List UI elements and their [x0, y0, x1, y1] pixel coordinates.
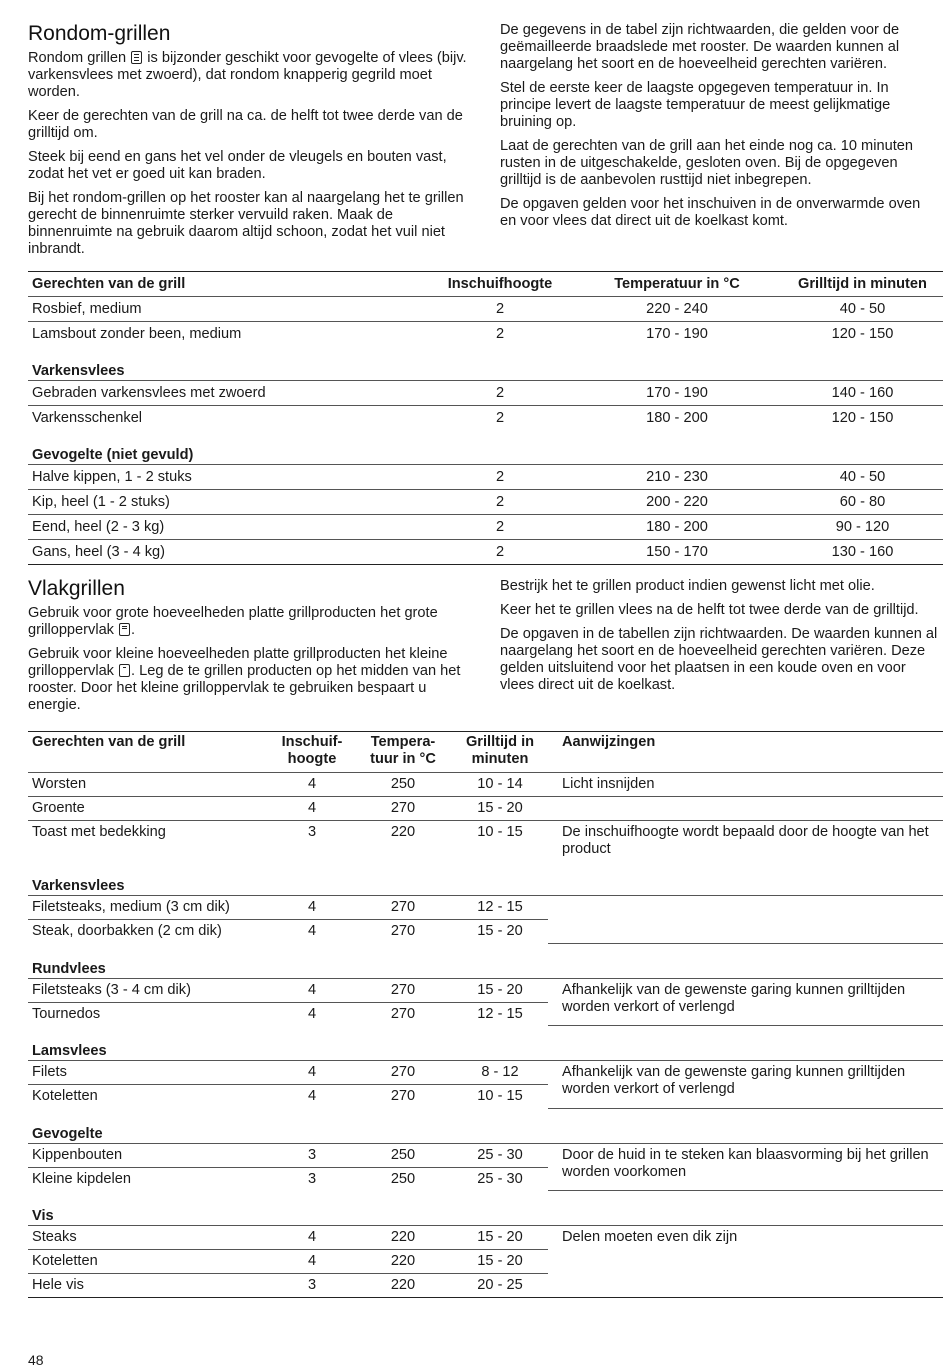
table-row [28, 978, 943, 1002]
column-header: Grilltijd in minuten [452, 732, 548, 773]
table-cell: 2 [428, 465, 572, 490]
column-header: Grilltijd in minuten [782, 272, 943, 297]
table-cell: 4 [270, 1250, 354, 1274]
section-vlakgrillen-left-text [28, 605, 468, 714]
table-cell: 40 - 50 [782, 297, 943, 322]
table-row [28, 773, 943, 797]
table-cell: 40 - 50 [782, 465, 943, 490]
paragraph [28, 605, 468, 639]
note-cell [548, 896, 943, 944]
table-cell: Filetsteaks, medium (3 cm dik) [28, 896, 270, 920]
category-row [28, 943, 943, 978]
paragraph-text: . Leg de te grillen producten op het midden van het rooster. Door het kleine grilloppervlak te gebruiken bespaart u energie. [28, 663, 461, 713]
table-cell: Koteletten [28, 1085, 270, 1109]
table-cell: Steaks [28, 1226, 270, 1250]
table-row [28, 465, 943, 490]
table-cell: Rosbief, medium [28, 297, 428, 322]
table-cell: Filetsteaks (3 - 4 cm dik) [28, 978, 270, 1002]
table-row [28, 297, 943, 322]
table-cell: 2 [428, 515, 572, 540]
table-cell: 20 - 25 [452, 1274, 548, 1298]
table-cell: 210 - 230 [572, 465, 782, 490]
page-number: 48 [28, 1352, 44, 1368]
column-header: Gerechten van de grill [28, 272, 428, 297]
table-cell: Steak, doorbakken (2 cm dik) [28, 920, 270, 944]
note-cell [548, 797, 943, 821]
table-cell: 12 - 15 [452, 896, 548, 920]
table-cell: Tournedos [28, 1002, 270, 1026]
table-cell: 270 [354, 1061, 452, 1085]
note-cell: Afhankelijk van de gewenste garing kunnen grilltijden worden verkort of verlengd [548, 978, 943, 1026]
table-cell: 140 - 160 [782, 381, 943, 406]
paragraph-text: . [131, 622, 136, 638]
table-cell: 4 [270, 773, 354, 797]
paragraph: Laat de gerechten van de grill aan het einde nog ca. 10 minuten rusten in de uitgeschakelde, gesloten oven. Bij de opgegeven grilltijd is de aanbevolen rusttijd niet inbegrepen. [500, 138, 913, 188]
category-row [28, 1026, 943, 1061]
table-cell: Kippenbouten [28, 1143, 270, 1167]
table-cell: 220 [354, 1274, 452, 1298]
column-header: Inschuif- hoogte [270, 732, 354, 773]
table-cell: 4 [270, 1226, 354, 1250]
table-row [28, 490, 943, 515]
table-cell: Kleine kipdelen [28, 1167, 270, 1191]
table-cell: 150 - 170 [572, 540, 782, 565]
paragraph: De opgaven gelden voor het inschuiven in de onverwarmde oven en voor vlees dat direct uit de koelkast komt. [500, 196, 921, 229]
paragraph [28, 646, 468, 714]
table-cell: Groente [28, 797, 270, 821]
table-cell: 220 [354, 821, 452, 862]
paragraph-text: Gebruik voor grote hoeveelheden platte grillproducten het grote grilloppervlak [28, 605, 438, 638]
table-cell: 270 [354, 896, 452, 920]
table-cell: 250 [354, 1167, 452, 1191]
table-cell: 4 [270, 797, 354, 821]
category-label: Gevogelte (niet gevuld) [32, 447, 194, 463]
table-header-row [28, 272, 943, 297]
table-row [28, 1061, 943, 1085]
table-cell: 2 [428, 322, 572, 347]
table-cell: 10 - 14 [452, 773, 548, 797]
table-cell: 3 [270, 821, 354, 862]
table-cell: 3 [270, 1274, 354, 1298]
category-label: Varkensvlees [32, 878, 125, 894]
table-cell: Kip, heel (1 - 2 stuks) [28, 490, 428, 515]
category-label: Gevogelte [32, 1125, 103, 1142]
table-cell: 90 - 120 [782, 515, 943, 540]
small-grill-icon [119, 664, 130, 677]
table-cell: Gebraden varkensvlees met zwoerd [28, 381, 428, 406]
category-row [28, 1191, 943, 1226]
table-cell: 15 - 20 [452, 920, 548, 944]
table-cell: 170 - 190 [572, 322, 782, 347]
table-cell: Eend, heel (2 - 3 kg) [28, 515, 428, 540]
table-row [28, 1143, 943, 1167]
table-cell: 2 [428, 540, 572, 565]
category-label: Varkensvlees [32, 363, 125, 379]
table-cell: 15 - 20 [452, 1250, 548, 1274]
table-row [28, 406, 943, 431]
table-cell: Hele vis [28, 1274, 270, 1298]
table-cell: 4 [270, 978, 354, 1002]
table-cell: 180 - 200 [572, 515, 782, 540]
paragraph [28, 50, 468, 101]
column-header: Aanwijzingen [548, 732, 943, 773]
category-row [28, 1108, 943, 1143]
table-cell: 270 [354, 920, 452, 944]
note-cell: Licht insnijden [548, 773, 943, 797]
section-rondom-right-text [500, 22, 940, 237]
table-cell: 10 - 15 [452, 1085, 548, 1109]
table-cell: 270 [354, 1002, 452, 1026]
table-cell: 2 [428, 381, 572, 406]
table-cell: 60 - 80 [782, 490, 943, 515]
table-cell: 15 - 20 [452, 978, 548, 1002]
table-cell: 3 [270, 1143, 354, 1167]
table-cell: 130 - 160 [782, 540, 943, 565]
table-cell: 3 [270, 1167, 354, 1191]
paragraph-text: Rondom grillen [28, 50, 131, 66]
table-cell: 4 [270, 920, 354, 944]
table-vlakgrillen [28, 731, 943, 1298]
column-header: Temperatuur in °C [572, 272, 782, 297]
section-rondom [28, 22, 468, 265]
table-cell: 220 - 240 [572, 297, 782, 322]
table-cell: 2 [428, 297, 572, 322]
table-cell: 220 [354, 1226, 452, 1250]
note-cell: Door de huid in te steken kan blaasvorming bij het grillen worden voorkomen [548, 1143, 943, 1191]
table-cell: 250 [354, 773, 452, 797]
table-cell: 2 [428, 490, 572, 515]
paragraph: De opgaven in de tabellen zijn richtwaarden. De waarden kunnen al naargelang het soort en de hoeveelheid gerechten variëren. Deze gelden uitsluitend voor het plaatsen in een koude oven en voor vlees direct uit de koelkast. [500, 626, 938, 693]
section-vlakgrillen [28, 577, 468, 721]
table-cell: 120 - 150 [782, 406, 943, 431]
category-label: Rundvlees [32, 960, 106, 977]
note-cell: Delen moeten even dik zijn [548, 1226, 943, 1298]
table-cell: Gans, heel (3 - 4 kg) [28, 540, 428, 565]
table-cell: Koteletten [28, 1250, 270, 1274]
table-cell: 170 - 190 [572, 381, 782, 406]
table-cell: Varkensschenkel [28, 406, 428, 431]
column-header: Inschuifhoogte [428, 272, 572, 297]
table-cell: Filets [28, 1061, 270, 1085]
large-grill-icon [119, 623, 130, 636]
section-title-rondom: Rondom-grillen [28, 22, 171, 45]
table-cell: 2 [428, 406, 572, 431]
table-rondom-grillen [28, 271, 943, 565]
table-row [28, 381, 943, 406]
paragraph: Keer het te grillen vlees na de helft tot twee derde van de grilltijd. [500, 602, 919, 618]
table-cell: 10 - 15 [452, 821, 548, 862]
paragraph: Bestrijk het te grillen product indien gewenst licht met olie. [500, 578, 875, 594]
table-cell: 180 - 200 [572, 406, 782, 431]
column-header: Tempera- tuur in °C [354, 732, 452, 773]
note-cell: De inschuifhoogte wordt bepaald door de hoogte van het product [548, 821, 943, 862]
table-cell: Worsten [28, 773, 270, 797]
category-label: Lamsvlees [32, 1043, 107, 1059]
table-cell: Lamsbout zonder been, medium [28, 322, 428, 347]
table-cell: 4 [270, 1061, 354, 1085]
table-row [28, 540, 943, 565]
table-cell: 8 - 12 [452, 1061, 548, 1085]
column-header: Gerechten van de grill [28, 732, 270, 773]
table-cell: 200 - 220 [572, 490, 782, 515]
paragraph: Bij het rondom-grillen op het rooster kan al naargelang het te grillen gerecht de binnenruimte sterker vervuild raken. Maak de binnenruimte na gebruik daarom altijd schoon, zodat het vuil niet inbrandt. [28, 190, 464, 257]
section-title-vlakgrillen: Vlakgrillen [28, 577, 125, 600]
paragraph: Keer de gerechten van de grill na ca. de helft tot twee derde van de grilltijd om. [28, 108, 463, 141]
table-cell: 270 [354, 1085, 452, 1109]
paragraph: Steek bij eend en gans het vel onder de vleugels en bouten vast, zodat het vet er goed uit kan braden. [28, 149, 447, 182]
category-row [28, 346, 943, 381]
rotisserie-grill-icon [131, 51, 142, 64]
table-cell: 220 [354, 1250, 452, 1274]
section-vlakgrillen-right-text [500, 578, 940, 701]
table-cell: 15 - 20 [452, 797, 548, 821]
table-cell: 12 - 15 [452, 1002, 548, 1026]
category-row [28, 430, 943, 465]
table-cell: 4 [270, 1002, 354, 1026]
table-cell: 270 [354, 978, 452, 1002]
category-row [28, 861, 943, 896]
table-cell: 25 - 30 [452, 1167, 548, 1191]
table-cell: 15 - 20 [452, 1226, 548, 1250]
table-cell: 4 [270, 1085, 354, 1109]
table-cell: 270 [354, 797, 452, 821]
category-label: Vis [32, 1208, 54, 1224]
paragraph-text: is bijzonder geschikt voor gevogelte of vlees (bijv. varkensvlees met zwoerd), dat rondom knapperig gegrild moet worden. [28, 50, 467, 100]
table-row [28, 797, 943, 821]
section-rondom-left-text [28, 50, 468, 258]
table-row [28, 1226, 943, 1250]
table-cell: 120 - 150 [782, 322, 943, 347]
table-cell: 25 - 30 [452, 1143, 548, 1167]
table-header-row [28, 732, 943, 773]
table-cell: 250 [354, 1143, 452, 1167]
table-cell: Halve kippen, 1 - 2 stuks [28, 465, 428, 490]
paragraph-text: Gebruik voor kleine hoeveelheden platte grillproducten het kleine grilloppervlak [28, 646, 448, 679]
table-row [28, 821, 943, 862]
table-cell: 4 [270, 896, 354, 920]
paragraph: Stel de eerste keer de laagste opgegeven temperatuur in. In principe levert de laagste temperatuur de meest gelijkmatige bruining op. [500, 80, 891, 130]
table-row [28, 515, 943, 540]
table-cell: Toast met bedekking [28, 821, 270, 862]
table-row [28, 322, 943, 347]
paragraph: De gegevens in de tabel zijn richtwaarden, die gelden voor de geëmailleerde braadslede met rooster. De waarden kunnen al naargelang het soort en de hoeveelheid gerechten variëren. [500, 22, 900, 72]
note-cell: Afhankelijk van de gewenste garing kunnen grilltijden worden verkort of verlengd [548, 1061, 943, 1109]
table-row [28, 896, 943, 920]
